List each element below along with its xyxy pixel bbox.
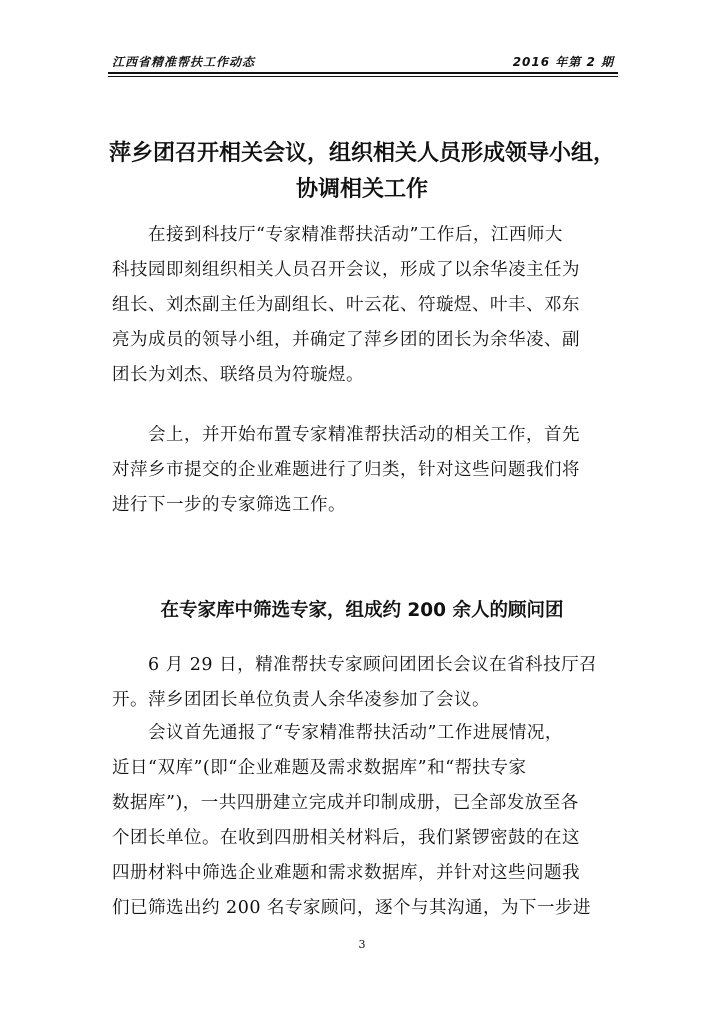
text-line: 组长、刘杰副主任为副组长、叶云花、符璇煜、叶丰、邓东	[112, 295, 580, 315]
text-line: 团长为刘杰、联络员为符璇煜。	[112, 365, 364, 385]
text-line: 数据库”)，一共四册建立完成并印制成册，已全部发放至各	[112, 793, 579, 813]
text-line: 会上，并开始布置专家精准帮扶活动的相关工作，首先	[112, 425, 580, 445]
page-header	[108, 50, 618, 70]
article1-paragraph1	[112, 218, 616, 393]
text-line: 亮为成员的领导小组，并确定了萍乡团的团长为余华凌、副	[112, 330, 580, 350]
text-line: 对萍乡市提交的企业难题进行了归类，针对这些问题我们将	[112, 460, 580, 480]
article1-paragraph2	[112, 418, 616, 523]
text-line: 四册材料中筛选企业难题和需求数据库，并针对这些问题我	[112, 863, 580, 883]
page-number: 3	[358, 938, 366, 951]
text-line: 个团长单位。在收到四册相关材料后，我们紧锣密鼓的在这	[112, 828, 580, 848]
text-line: 们已筛选出约 200 名专家顾问，逐个与其沟通，为下一步进	[112, 898, 592, 918]
header-rule-thick	[108, 72, 618, 74]
header-issue: 2016 年第 2 期	[512, 55, 614, 69]
header-publication-title: 江西省精准帮扶工作动态	[112, 55, 256, 69]
text-line: 6 月 29 日，精准帮扶专家顾问团团长会议在省科技厅召	[112, 655, 598, 675]
text-line: 在接到科技厅“专家精准帮扶活动”工作后，江西师大	[112, 225, 563, 245]
header-rule-thin	[108, 76, 618, 77]
article2-paragraph1	[112, 648, 616, 718]
article2-title: 在专家库中筛选专家，组成约 200 余人的顾问团	[160, 600, 564, 621]
article2-paragraph2	[112, 716, 616, 926]
text-line: 近日“双库”(即“企业难题及需求数据库”和“帮扶专家	[112, 758, 527, 778]
article1-title-line1: 萍乡团召开相关会议，组织相关人员形成领导小组，	[108, 141, 615, 166]
text-line: 进行下一步的专家筛选工作。	[112, 495, 346, 515]
text-line: 开。萍乡团团长单位负责人余华凌参加了会议。	[112, 690, 490, 710]
text-line: 科技园即刻组织相关人员召开会议，形成了以余华凌主任为	[112, 260, 580, 280]
article1-title-line2: 协调相关工作	[295, 177, 428, 202]
text-line: 会议首先通报了“专家精准帮扶活动”工作进展情况，	[112, 723, 563, 743]
